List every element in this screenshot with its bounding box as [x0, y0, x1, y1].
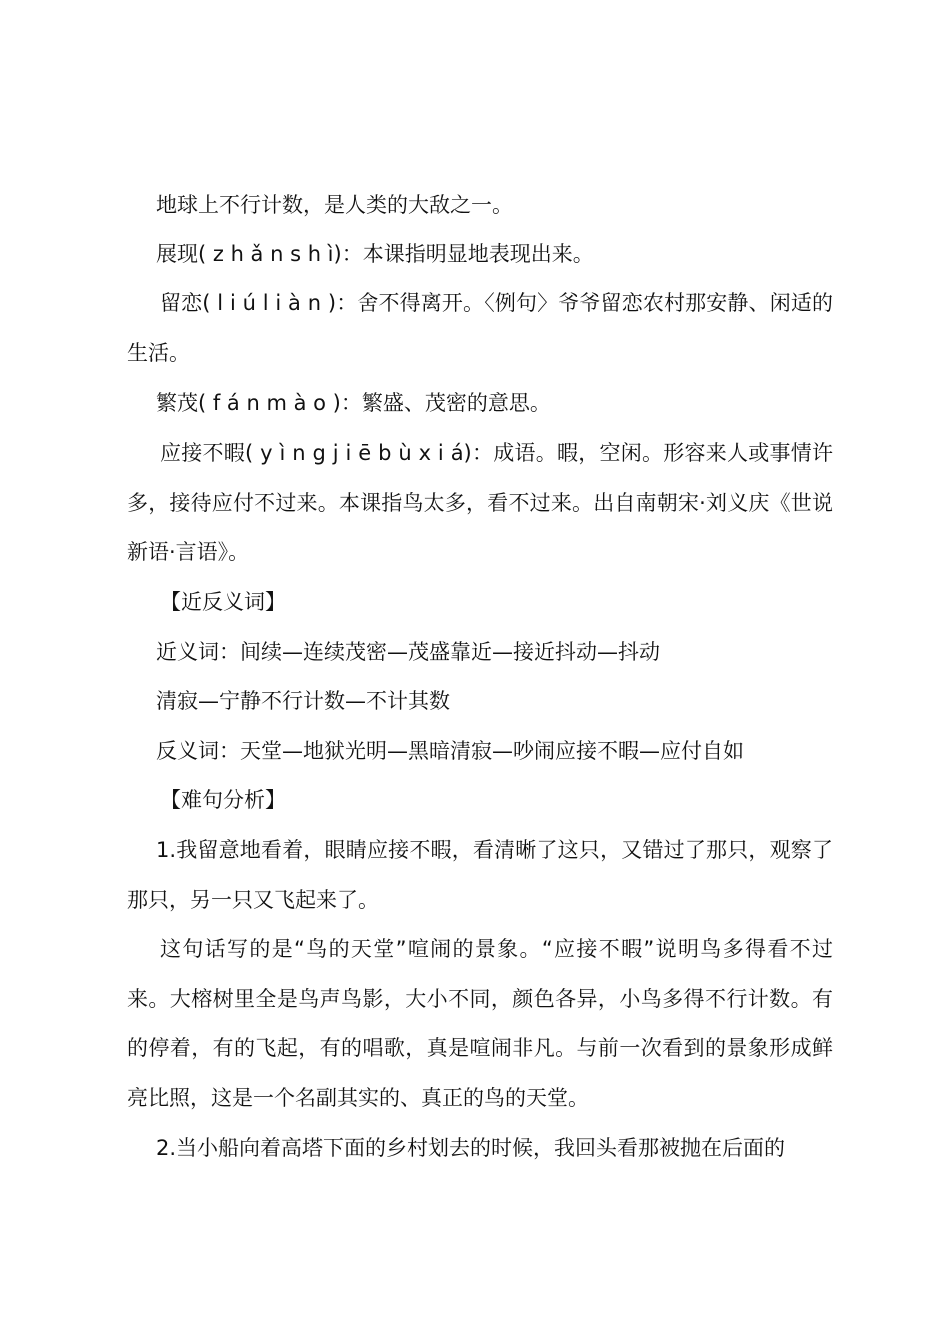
paragraph-antonyms: 反义词：天堂—地狱光明—黑暗清寂—吵闹应接不暇—应付自如: [156, 739, 744, 763]
paragraph-4: 繁茂( f á n m à o )：繁盛、茂密的意思。: [156, 391, 551, 415]
paragraph-analysis-1: 这句话写的是“鸟的天堂”喧闹的景象。“应接不暇”说明鸟多得看不过来。大榕树里全是鸟声鸟影，大小不同，颜色各异，小鸟多得不行计数。有的停着，有的飞起，有的唱歌，真是喧闹非凡。与前一次看到的景象形成鲜亮比照，这是一个名副其实的、真正的鸟的天堂。: [127, 937, 833, 1110]
paragraph-2: 展现( z h ǎ n s h ì)：本课指明显地表现出来。: [156, 242, 594, 266]
paragraph-1: 地球上不行计数，是人类的大敌之一。: [156, 193, 513, 217]
paragraph-3: 留恋( l i ú l i à n )：舍不得离开。〈例句〉爷爷留恋农村那安静、闲适的生活。: [127, 291, 833, 365]
paragraph-5: 应接不暇( y ì n g j i ē b ù x i á)：成语。暇，空闲。形容来人或事情许多，接待应付不过来。本课指鸟太多，看不过来。出自南朝宋·刘义庆《世说新语·言语》。: [127, 441, 833, 564]
paragraph-sentence-2: 2.当小船向着高塔下面的乡村划去的时候，我回头看那被抛在后面的: [156, 1136, 786, 1160]
paragraph-sentence-1: 1.我留意地看着，眼睛应接不暇，看清晰了这只，又错过了那只，观察了那只，另一只又飞起来了。: [127, 838, 833, 912]
paragraph-synonyms: 近义词：间续—连续茂密—茂盛靠近—接近抖动—抖动: [156, 640, 660, 664]
section-heading-difficult-sentences: 【难句分析】: [160, 788, 286, 812]
section-heading-synonyms: 【近反义词】: [160, 590, 286, 614]
paragraph-synonyms-cont: 清寂—宁静不行计数—不计其数: [156, 689, 450, 713]
